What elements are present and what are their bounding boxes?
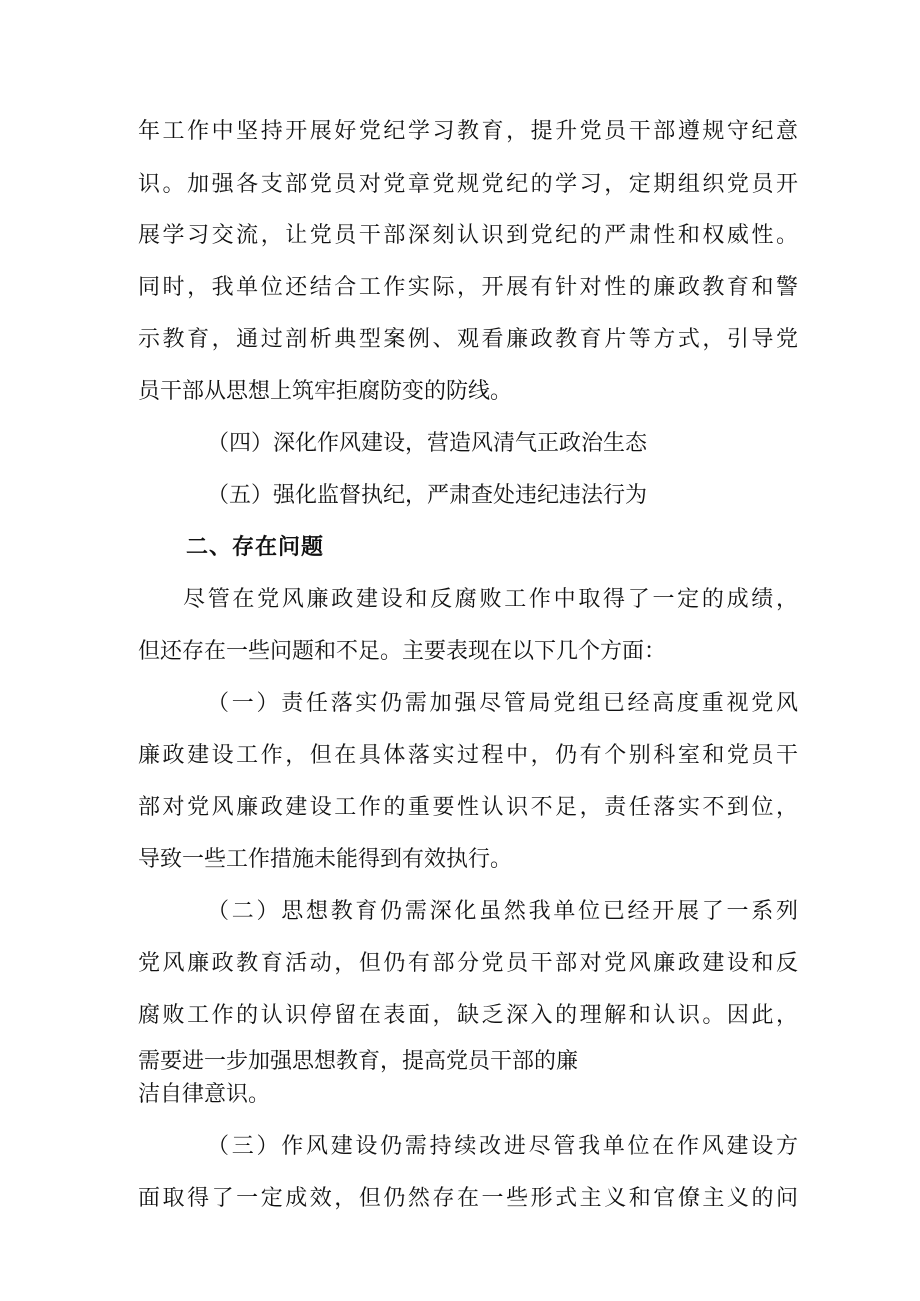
body-line: 但还存在一些问题和不足。主要表现在以下几个方面：	[138, 639, 667, 664]
issue-1-heading: （一）责任落实仍需加强尽管局党组已经高度重视党风	[207, 691, 798, 716]
body-line: 部对党风廉政建设工作的重要性认识不足，责任落实不到位，	[138, 795, 798, 820]
body-line: 党风廉政教育活动，但仍有部分党员干部对党风廉政建设和反	[138, 951, 798, 976]
body-line: 面取得了一定成效，但仍然存在一些形式主义和官僚主义的问	[138, 1186, 798, 1211]
subheading-5: （五）强化监督执纪，严肃查处违纪违法行为	[207, 483, 648, 508]
body-line: 尽管在党风廉政建设和反腐败工作中取得了一定的成绩，	[183, 587, 798, 612]
body-line: 廉政建设工作，但在具体落实过程中，仍有个别科室和党员干	[138, 743, 798, 768]
body-line: 展学习交流，让党员干部深刻认识到党纪的严肃性和权威性。	[138, 223, 798, 248]
section-heading: 二、存在问题	[186, 535, 325, 560]
body-line: 识。加强各支部党员对党章党规党纪的学习，定期组织党员开	[138, 172, 798, 197]
body-line: 腐败工作的认识停留在表面，缺乏深入的理解和认识。因此，	[138, 1003, 798, 1028]
body-line: 年工作中坚持开展好党纪学习教育，提升党员干部遵规守纪意	[138, 119, 798, 144]
body-line: 需要进一步加强思想教育，提高党员干部的廉	[138, 1049, 579, 1074]
body-line: 洁自律意识。	[138, 1082, 271, 1107]
body-line: 同时，我单位还结合工作实际，开展有针对性的廉政教育和警	[138, 275, 798, 300]
issue-2-heading: （二）思想教育仍需深化虽然我单位已经开展了一系列	[207, 899, 798, 924]
subheading-4: （四）深化作风建设，营造风清气正政治生态	[207, 431, 648, 456]
body-line: 员干部从思想上筑牢拒腐防变的防线。	[138, 379, 513, 404]
issue-3-heading: （三）作风建设仍需持续改进尽管我单位在作风建设方	[207, 1134, 798, 1159]
body-line: 导致一些工作措施未能得到有效执行。	[138, 847, 513, 872]
body-line: 示教育，通过剖析典型案例、观看廉政教育片等方式，引导党	[138, 327, 798, 352]
